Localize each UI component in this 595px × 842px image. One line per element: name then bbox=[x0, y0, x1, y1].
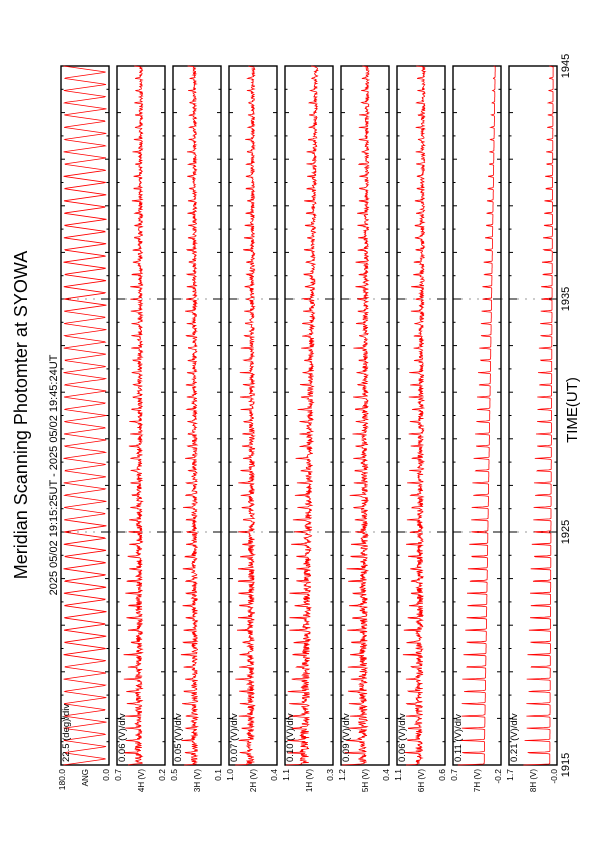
panel-4 bbox=[225, 66, 279, 792]
x-tick-label: 1915 bbox=[560, 752, 572, 778]
panel-scale-label: 0.21 (V)/div bbox=[509, 713, 520, 762]
panel-top-value: 0.5 bbox=[169, 769, 179, 781]
time-range-subtitle: 2025 05/02 19:15:25UT - 2025 05/02 19:45:24UT bbox=[48, 354, 60, 596]
panel-scale-label: 22.5 (deg)/div bbox=[61, 703, 72, 762]
panel-frame bbox=[173, 66, 221, 765]
panel-channel-label: 5H (V) bbox=[361, 769, 370, 793]
panel-bottom-value: 0.0 bbox=[101, 769, 111, 781]
panel-bottom-value: -0.0 bbox=[549, 769, 559, 784]
panel-7 bbox=[393, 66, 447, 792]
panel-bottom-value: 0.6 bbox=[437, 769, 447, 781]
panel-top-value: 1.2 bbox=[337, 769, 347, 781]
panel-top-value: 1.0 bbox=[225, 769, 235, 781]
panel-scale-label: 0.06 (V)/div bbox=[397, 713, 408, 762]
panel-channel-label: 2H (V) bbox=[249, 769, 258, 793]
panel-9 bbox=[505, 66, 559, 792]
panel-top-value: 1.1 bbox=[393, 769, 403, 781]
chart-title: Meridian Scanning Photomter at SYOWA bbox=[11, 250, 31, 580]
panel-bottom-value: 0.3 bbox=[325, 769, 335, 781]
panel-6 bbox=[337, 66, 391, 792]
panel-5 bbox=[281, 66, 335, 792]
panel-channel-label: 8H (V) bbox=[529, 769, 538, 793]
panel-channel-label: 7H (V) bbox=[473, 769, 482, 793]
panel-scale-label: 0.11 (V)/div bbox=[453, 714, 464, 762]
panel-channel-label: 1H (V) bbox=[305, 769, 314, 793]
panel-bottom-value: 0.2 bbox=[157, 769, 167, 781]
panel-bottom-value: 0.4 bbox=[269, 769, 279, 781]
panel-channel-label: 3H (V) bbox=[193, 769, 202, 793]
panel-scale-label: 0.06 (V)/div bbox=[117, 713, 128, 762]
panel-top-value: 180.0 bbox=[57, 769, 67, 791]
panel-8 bbox=[449, 66, 503, 792]
panels-group bbox=[57, 66, 559, 792]
panel-channel-label: ANG bbox=[81, 769, 90, 787]
x-tick-label: 1945 bbox=[560, 53, 572, 79]
panel-2 bbox=[113, 66, 167, 792]
panel-channel-label: 6H (V) bbox=[417, 769, 426, 793]
panel-top-value: 1.7 bbox=[505, 769, 515, 781]
panel-1 bbox=[57, 66, 111, 790]
x-tick-label: 1935 bbox=[560, 286, 572, 312]
panel-top-value: 0.7 bbox=[449, 769, 459, 781]
panel-channel-label: 4H (V) bbox=[137, 769, 146, 793]
panel-top-value: 0.7 bbox=[113, 769, 123, 781]
panel-bottom-value: 0.4 bbox=[381, 769, 391, 781]
panel-bottom-value: 0.1 bbox=[213, 769, 223, 781]
panel-frame bbox=[509, 66, 557, 765]
panel-scale-label: 0.05 (V)/div bbox=[173, 713, 184, 762]
panel-scale-label: 0.07 (V)/div bbox=[229, 713, 240, 762]
panel-3 bbox=[169, 66, 223, 792]
panel-scale-label: 0.09 (V)/div bbox=[341, 713, 352, 762]
panel-top-value: 1.1 bbox=[281, 769, 291, 781]
panel-bottom-value: -0.2 bbox=[493, 769, 503, 784]
x-axis-label: TIME(UT) bbox=[564, 377, 581, 443]
x-tick-label: 1925 bbox=[560, 519, 572, 545]
panel-scale-label: 0.10 (V)/div bbox=[285, 713, 296, 762]
